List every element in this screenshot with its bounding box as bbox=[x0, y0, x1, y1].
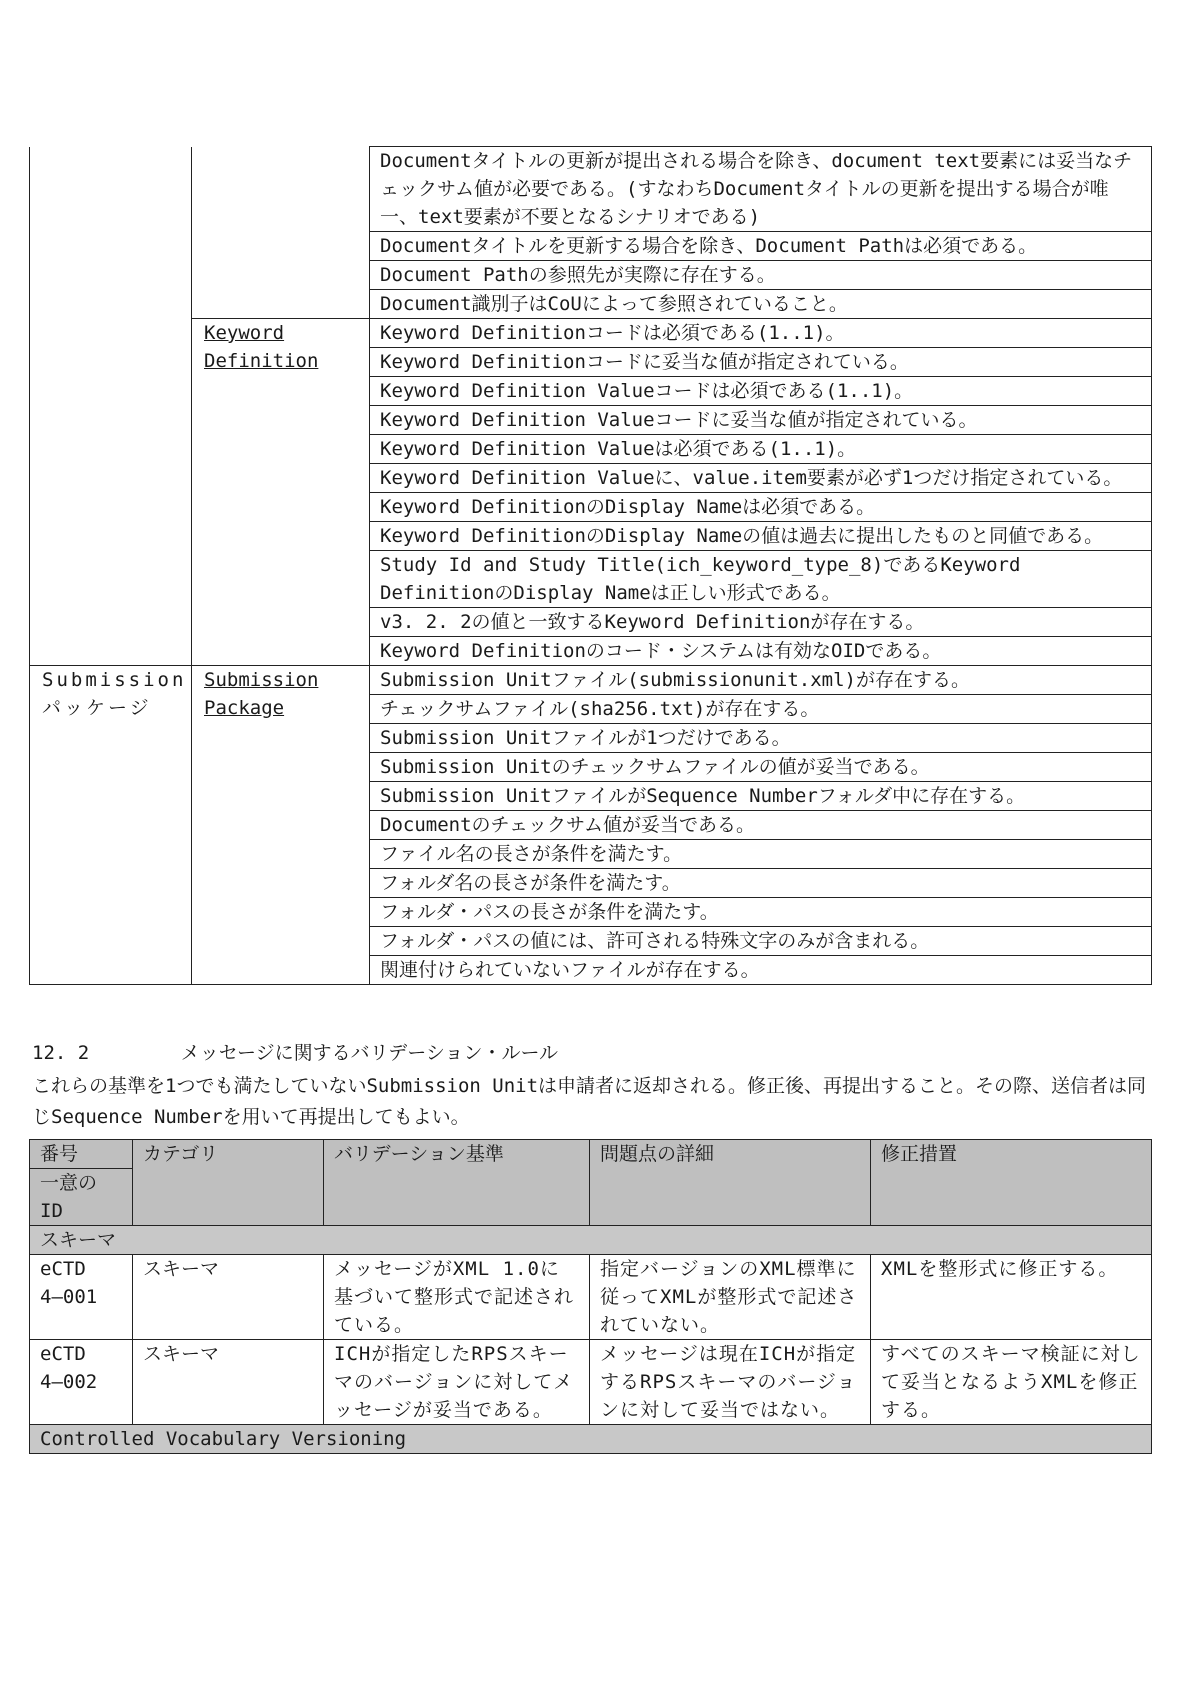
section-number: 12. 2 bbox=[32, 1042, 90, 1064]
category-cell: スキーマ bbox=[133, 1340, 324, 1425]
rule-cell: Document Pathの参照先が実際に存在する。 bbox=[370, 261, 1152, 290]
criterion-cell: メッセージがXML 1.0に基づいて整形式で記述されている。 bbox=[324, 1255, 590, 1340]
rule-cell: Documentのチェックサム値が妥当である。 bbox=[370, 811, 1152, 840]
table-row bbox=[30, 1255, 1152, 1340]
detail-cell: 指定バージョンのXML標準に従ってXMLが整形式で記述されていない。 bbox=[590, 1255, 871, 1340]
rule-cell: Submission Unitファイル(submissionunit.xml)が存在する。 bbox=[370, 666, 1152, 695]
category-cell: スキーマ bbox=[133, 1255, 324, 1340]
category-label: パッケージ bbox=[42, 697, 152, 719]
subcategory-label: Keyword bbox=[204, 322, 285, 344]
message-validation-table bbox=[29, 1139, 1152, 1454]
band-label: Controlled Vocabulary Versioning bbox=[30, 1425, 1152, 1454]
category-label: Submission bbox=[42, 669, 187, 691]
id-cell: eCTD 4―001 bbox=[30, 1255, 133, 1340]
rule-cell: フォルダ・パスの値には、許可される特殊文字のみが含まれる。 bbox=[370, 927, 1152, 956]
subcategory-cell-keyword-definition bbox=[192, 319, 370, 666]
table-header-row bbox=[30, 1140, 1152, 1226]
section-band bbox=[30, 1425, 1152, 1454]
subcategory-label: Definition bbox=[204, 350, 319, 372]
rule-cell: Submission Unitファイルが1つだけである。 bbox=[370, 724, 1152, 753]
rule-cell: Document識別子はCoUによって参照されていること。 bbox=[370, 290, 1152, 319]
table-row bbox=[30, 666, 1152, 695]
section-band bbox=[30, 1226, 1152, 1255]
category-cell bbox=[30, 147, 192, 666]
rule-cell: Keyword Definition Valueコードに妥当な値が指定されている。 bbox=[370, 406, 1152, 435]
fix-cell: すべてのスキーマ検証に対して妥当となるようXMLを修正する。 bbox=[871, 1340, 1152, 1425]
rule-cell: フォルダ名の長さが条件を満たす。 bbox=[370, 869, 1152, 898]
rule-cell: Keyword Definition Valueに、value.item要素が必ず1つだけ指定されている。 bbox=[370, 464, 1152, 493]
table-row bbox=[30, 319, 1152, 348]
rule-cell: Study Id and Study Title(ich_keyword_type_8)であるKeyword DefinitionのDisplay Nameは正しい形式である。 bbox=[370, 551, 1152, 608]
header-category: カテゴリ bbox=[133, 1140, 324, 1226]
validation-rules-table bbox=[29, 146, 1152, 985]
rule-cell: v3. 2. 2の値と一致するKeyword Definitionが存在する。 bbox=[370, 608, 1152, 637]
subcategory-cell-submission-package bbox=[192, 666, 370, 985]
rule-cell: Keyword Definitionのコード・システムは有効なOIDである。 bbox=[370, 637, 1152, 666]
rule-cell: Keyword Definitionコードに妥当な値が指定されている。 bbox=[370, 348, 1152, 377]
criterion-cell: ICHが指定したRPSスキーマのバージョンに対してメッセージが妥当である。 bbox=[324, 1340, 590, 1425]
header-detail: 問題点の詳細 bbox=[590, 1140, 871, 1226]
rule-cell: Documentタイトルの更新が提出される場合を除き、document text要素には妥当なチェックサム値が必要である。(すなわちDocumentタイトルの更新を提出する場合が唯一、text要素が不要となるシナリオである) bbox=[370, 147, 1152, 232]
rule-cell: 関連付けられていないファイルが存在する。 bbox=[370, 956, 1152, 985]
fix-cell: XMLを整形式に修正する。 bbox=[871, 1255, 1152, 1340]
table-row bbox=[30, 1340, 1152, 1425]
subcategory-cell bbox=[192, 147, 370, 319]
rule-cell: Keyword Definitionコードは必須である(1..1)。 bbox=[370, 319, 1152, 348]
detail-cell: メッセージは現在ICHが指定するRPSスキーマのバージョンに対して妥当ではない。 bbox=[590, 1340, 871, 1425]
rule-cell: Keyword Definition Valueは必須である(1..1)。 bbox=[370, 435, 1152, 464]
rule-cell: Keyword DefinitionのDisplay Nameは必須である。 bbox=[370, 493, 1152, 522]
header-unique-id: 一意の ID bbox=[40, 1172, 98, 1222]
rule-cell: Submission Unitのチェックサムファイルの値が妥当である。 bbox=[370, 753, 1152, 782]
section-title: メッセージに関するバリデーション・ルール bbox=[180, 1042, 559, 1064]
section-paragraph: これらの基準を1つでも満たしていないSubmission Unitは申請者に返却される。修正後、再提出すること。その際、送信者は同じSequence Numberを用いて再提出してもよい。 bbox=[32, 1075, 1147, 1128]
header-number: 番号 bbox=[30, 1140, 132, 1169]
rule-cell: Documentタイトルを更新する場合を除き、Document Pathは必須である。 bbox=[370, 232, 1152, 261]
header-id-cell bbox=[30, 1140, 133, 1226]
id-cell: eCTD 4―002 bbox=[30, 1340, 133, 1425]
section-heading bbox=[32, 1038, 558, 1068]
category-cell-submission bbox=[30, 666, 192, 985]
rule-cell: チェックサムファイル(sha256.txt)が存在する。 bbox=[370, 695, 1152, 724]
rule-cell: Submission UnitファイルがSequence Numberフォルダ中に存在する。 bbox=[370, 782, 1152, 811]
band-label: スキーマ bbox=[30, 1226, 1152, 1255]
rule-cell: Keyword Definition Valueコードは必須である(1..1)。 bbox=[370, 377, 1152, 406]
rule-cell: フォルダ・パスの長さが条件を満たす。 bbox=[370, 898, 1152, 927]
subcategory-label: Submission bbox=[204, 669, 319, 691]
rule-cell: ファイル名の長さが条件を満たす。 bbox=[370, 840, 1152, 869]
header-criterion: バリデーション基準 bbox=[324, 1140, 590, 1226]
table-row bbox=[30, 147, 1152, 232]
rule-cell: Keyword DefinitionのDisplay Nameの値は過去に提出したものと同値である。 bbox=[370, 522, 1152, 551]
subcategory-label: Package bbox=[204, 697, 285, 719]
header-fix: 修正措置 bbox=[871, 1140, 1152, 1226]
